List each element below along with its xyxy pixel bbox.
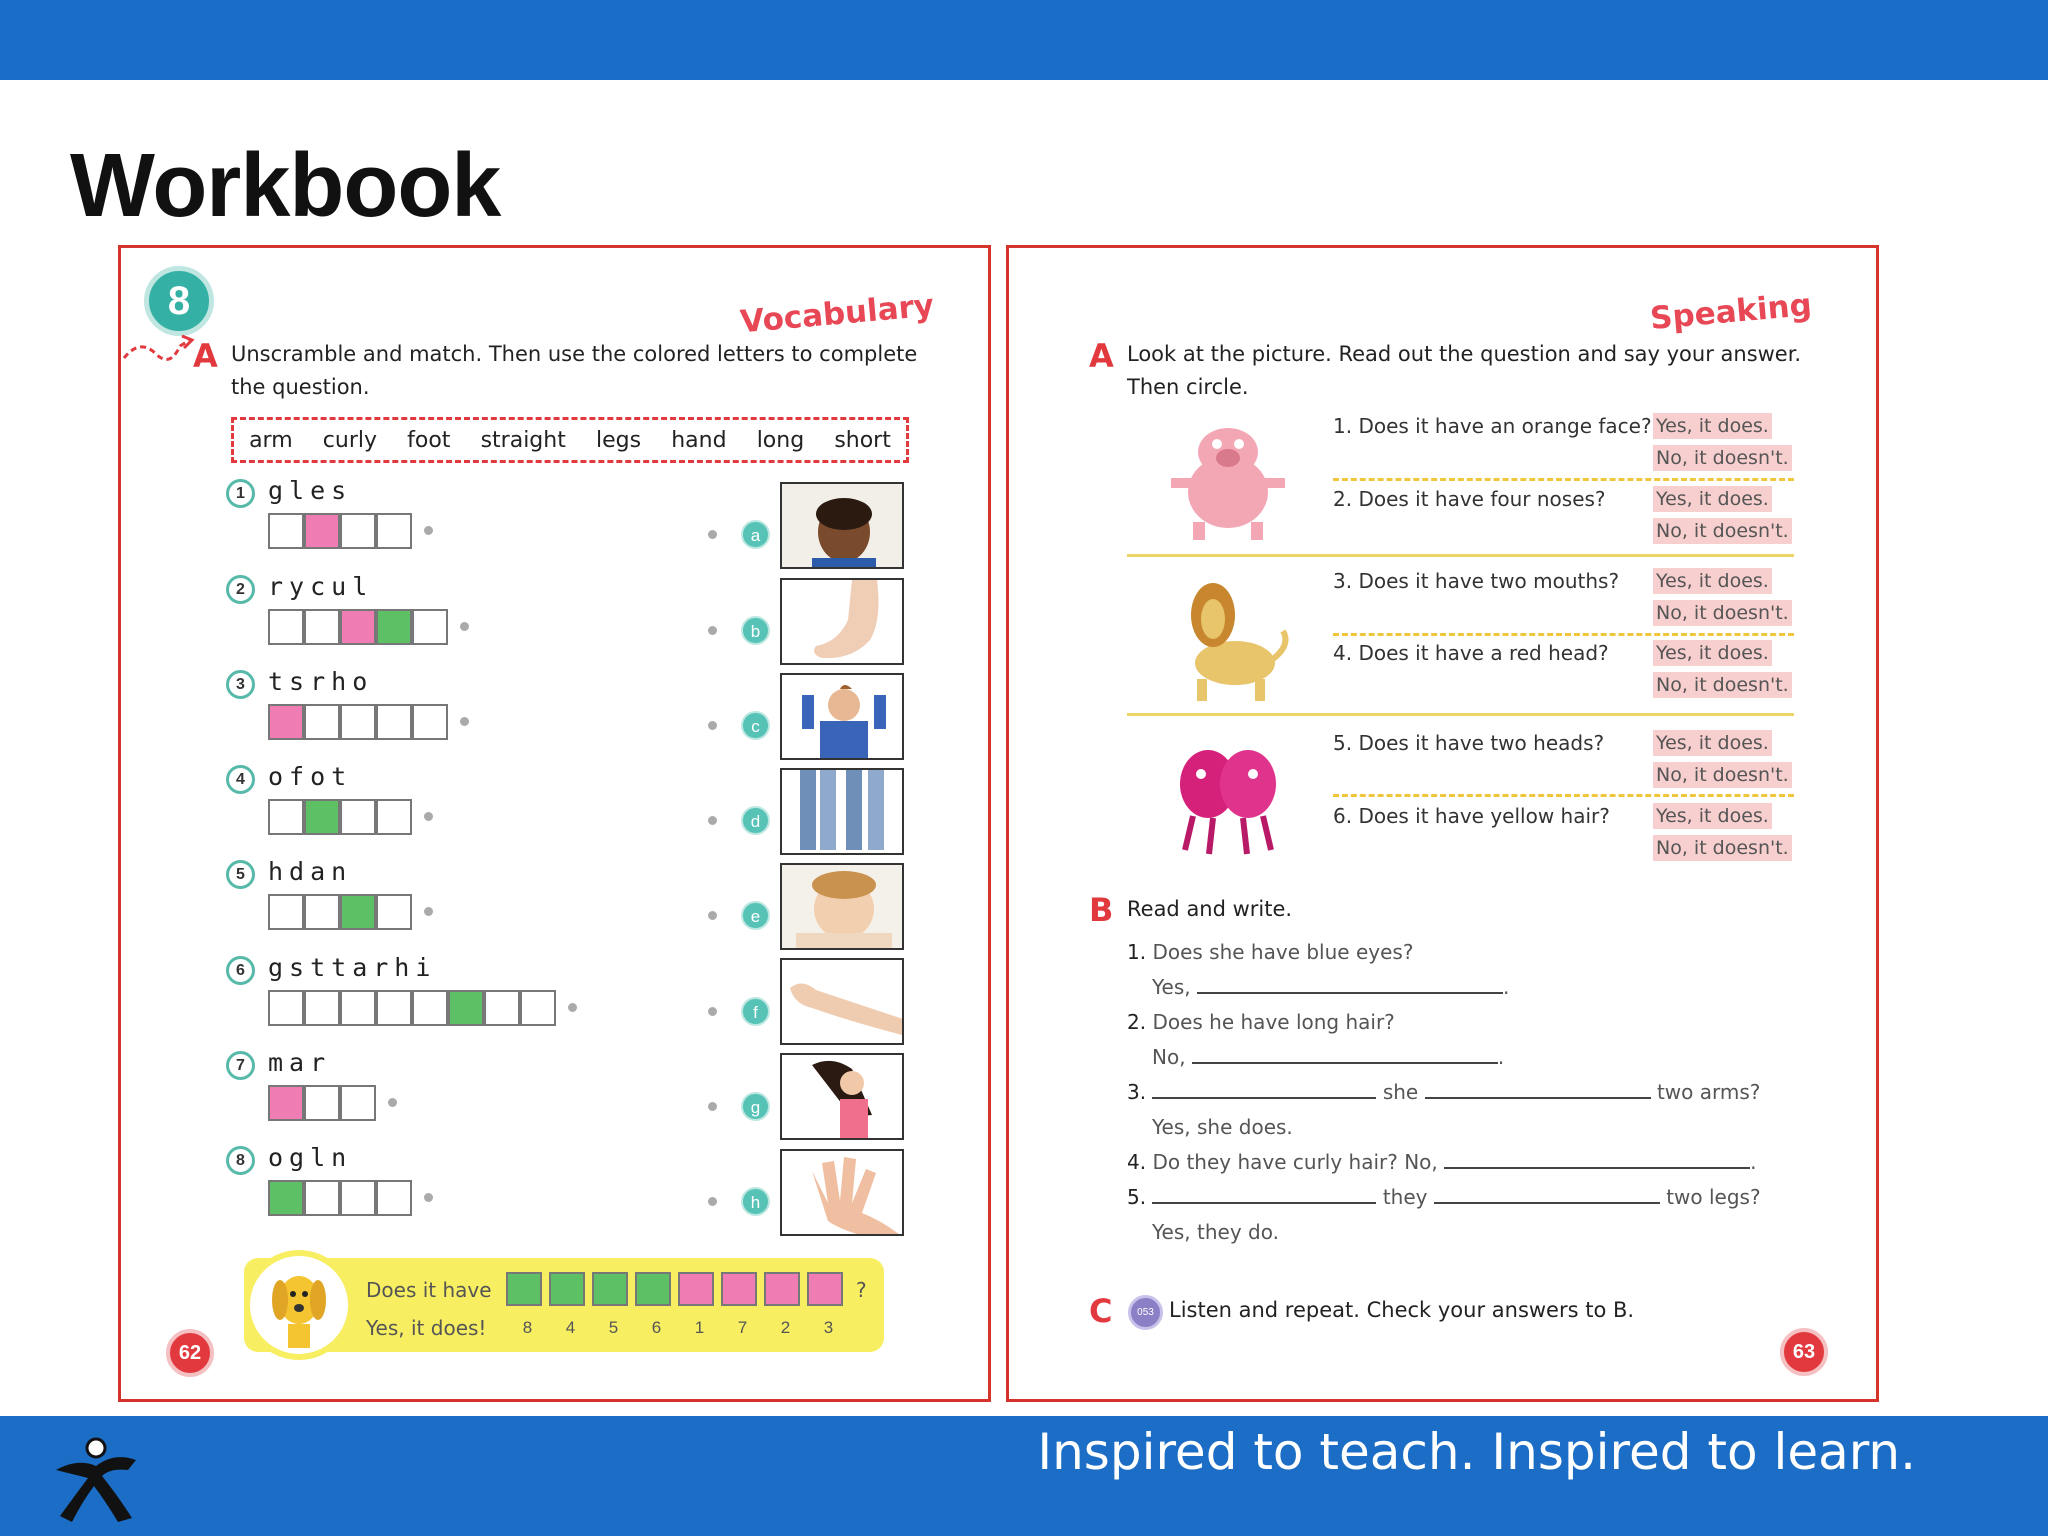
read-write-answer-2[interactable]: No, . (1152, 1045, 1505, 1069)
monster-pig-image (1163, 412, 1293, 542)
item-number: 4 (226, 765, 255, 794)
answer-option-no[interactable]: No, it doesn't. (1653, 762, 1792, 788)
section-a-instruction (231, 338, 917, 404)
answer-option-no[interactable]: No, it doesn't. (1653, 835, 1792, 861)
answer-option-yes[interactable]: Yes, it does. (1653, 803, 1772, 829)
item-number: 2 (226, 575, 255, 604)
code-boxes (506, 1272, 850, 1306)
item-number: 3 (226, 670, 255, 699)
instruction-line: the question. (231, 375, 370, 399)
match-dot[interactable] (708, 530, 717, 539)
word-bank-item: arm (249, 427, 293, 453)
top-banner (0, 0, 2048, 80)
speaking-question: 2. Does it have four noses? (1333, 487, 1606, 511)
read-write-answer-1[interactable]: Yes, . (1152, 975, 1510, 999)
letter-box[interactable] (304, 609, 340, 645)
letter-box[interactable] (268, 799, 304, 835)
section-a-letter: A (1089, 337, 1114, 375)
instruction-line: Unscramble and match. Then use the colored letters to complete (231, 342, 918, 366)
speaking-question: 6. Does it have yellow hair? (1333, 804, 1610, 828)
answer-option-yes[interactable]: Yes, it does. (1653, 640, 1772, 666)
photo-e-boy-smiling[interactable] (780, 863, 904, 950)
answer-blank[interactable] (1192, 1062, 1498, 1064)
word-bank (231, 417, 909, 463)
divider (1333, 633, 1794, 636)
section-a-instruction (1127, 338, 1801, 404)
match-label: d (741, 806, 770, 835)
letter-boxes (268, 990, 577, 1026)
answer-blank[interactable] (1444, 1167, 1750, 1169)
section-b-instruction: Read and write. (1127, 897, 1293, 921)
letter-boxes (268, 609, 469, 645)
letter-box[interactable] (268, 704, 304, 740)
scrambled-word: tsrho (268, 667, 374, 696)
letter-box[interactable] (268, 990, 304, 1026)
match-dot[interactable] (708, 911, 717, 920)
code-letter-box[interactable] (721, 1272, 757, 1306)
match-dot[interactable] (460, 717, 469, 726)
answer-option-no[interactable]: No, it doesn't. (1653, 445, 1792, 471)
speaking-question: 5. Does it have two heads? (1333, 731, 1605, 755)
match-dot[interactable] (424, 907, 433, 916)
letter-box[interactable] (304, 799, 340, 835)
page-number-right: 63 (1780, 1328, 1828, 1376)
letter-box[interactable] (412, 990, 448, 1026)
read-write-answer-3: Yes, she does. (1152, 1115, 1293, 1139)
code-letter-box[interactable] (807, 1272, 843, 1306)
question-start-text: Does it have (366, 1278, 492, 1302)
match-dot[interactable] (568, 1003, 577, 1012)
match-dot[interactable] (708, 1007, 717, 1016)
match-label: h (741, 1187, 770, 1216)
code-number: 3 (823, 1318, 834, 1337)
word-bank-item: straight (480, 427, 566, 453)
answer-blank[interactable] (1425, 1097, 1651, 1099)
match-label: c (741, 711, 770, 740)
section-b-letter: B (1089, 891, 1114, 929)
letter-box[interactable] (268, 894, 304, 930)
match-label: e (741, 901, 770, 930)
letter-boxes (268, 894, 433, 930)
divider (1333, 794, 1794, 797)
photo-a-boy-face[interactable] (780, 482, 904, 569)
letter-box[interactable] (304, 990, 340, 1026)
letter-box[interactable] (412, 704, 448, 740)
code-number: 5 (608, 1318, 619, 1337)
code-letter-box[interactable] (549, 1272, 585, 1306)
section-name-speaking: Speaking (1648, 287, 1814, 337)
code-letter-box[interactable] (592, 1272, 628, 1306)
scrambled-word: gles (268, 476, 353, 505)
word-bank-item: hand (671, 427, 727, 453)
letter-box[interactable] (340, 609, 376, 645)
answer-option-yes[interactable]: Yes, it does. (1653, 486, 1772, 512)
arrow-swirl-icon (120, 330, 200, 370)
answer-blank[interactable] (1152, 1202, 1376, 1204)
word-bank-item: short (834, 427, 891, 453)
scrambled-word: ogln (268, 1143, 353, 1172)
letter-box[interactable] (376, 513, 412, 549)
letter-box[interactable] (304, 894, 340, 930)
answer-option-yes[interactable]: Yes, it does. (1653, 413, 1772, 439)
answer-option-no[interactable]: No, it doesn't. (1653, 600, 1792, 626)
page-number-left: 62 (166, 1329, 214, 1377)
code-numbers (506, 1318, 850, 1338)
item-number: 5 (226, 860, 255, 889)
word-bank-item: long (756, 427, 805, 453)
code-number: 6 (651, 1318, 662, 1337)
letter-box[interactable] (304, 513, 340, 549)
divider (1127, 554, 1794, 557)
photo-d-legs[interactable] (780, 768, 904, 855)
photo-g-girl-long-hair[interactable] (780, 1053, 904, 1140)
code-number: 4 (565, 1318, 576, 1337)
code-letter-box[interactable] (635, 1272, 671, 1306)
word-bank-item: curly (322, 427, 377, 453)
answer-option-no[interactable]: No, it doesn't. (1653, 518, 1792, 544)
slide-title: Workbook (70, 136, 501, 236)
code-letter-box[interactable] (678, 1272, 714, 1306)
instruction-line: Look at the picture. Read out the question and say your answer. (1127, 342, 1802, 366)
letter-box[interactable] (340, 894, 376, 930)
dog-mascot-icon (244, 1250, 354, 1360)
letter-box[interactable] (376, 609, 412, 645)
read-write-answer-5: Yes, they do. (1152, 1220, 1279, 1244)
answer-blank[interactable] (1434, 1202, 1660, 1204)
answer-option-no[interactable]: No, it doesn't. (1653, 672, 1792, 698)
letter-boxes (268, 704, 469, 740)
answer-blank[interactable] (1152, 1097, 1376, 1099)
letter-boxes (268, 1085, 397, 1121)
match-dot[interactable] (388, 1098, 397, 1107)
photo-b-foot[interactable] (780, 578, 904, 665)
letter-box[interactable] (340, 990, 376, 1026)
letter-box[interactable] (304, 1085, 340, 1121)
photo-f-arm[interactable] (780, 958, 904, 1045)
match-label: a (741, 520, 770, 549)
match-label: f (741, 997, 770, 1026)
letter-box[interactable] (520, 990, 556, 1026)
read-write-item-5[interactable]: 5. they two legs? (1127, 1185, 1761, 1209)
speaking-question: 4. Does it have a red head? (1333, 641, 1609, 665)
letter-box[interactable] (304, 704, 340, 740)
item-number: 8 (226, 1146, 255, 1175)
photo-h-hand[interactable] (780, 1149, 904, 1236)
section-a-letter: A (193, 337, 218, 375)
code-letter-box[interactable] (506, 1272, 542, 1306)
answer-option-yes[interactable]: Yes, it does. (1653, 730, 1772, 756)
audio-track-icon[interactable]: 053 (1128, 1295, 1163, 1330)
letter-box[interactable] (340, 513, 376, 549)
match-dot[interactable] (708, 1197, 717, 1206)
match-dot[interactable] (424, 526, 433, 535)
code-letter-box[interactable] (764, 1272, 800, 1306)
match-dot[interactable] (424, 812, 433, 821)
item-number: 7 (226, 1051, 255, 1080)
section-c-letter: C (1089, 1292, 1113, 1330)
publisher-logo-icon (48, 1430, 144, 1526)
letter-box[interactable] (268, 1180, 304, 1216)
code-number: 8 (522, 1318, 533, 1337)
letter-box[interactable] (340, 704, 376, 740)
scrambled-word: hdan (268, 857, 353, 886)
read-write-item-3[interactable]: 3. she two arms? (1127, 1080, 1761, 1104)
match-label: b (741, 616, 770, 645)
speaking-question: 1. Does it have an orange face? (1333, 414, 1652, 438)
letter-box[interactable] (304, 1180, 340, 1216)
letter-box[interactable] (340, 1085, 376, 1121)
letter-box[interactable] (268, 513, 304, 549)
code-number: 1 (694, 1318, 705, 1337)
letter-box[interactable] (376, 894, 412, 930)
slogan-text: Inspired to teach. Inspired to learn. (1037, 1423, 1916, 1481)
letter-box[interactable] (340, 799, 376, 835)
letter-box[interactable] (484, 990, 520, 1026)
monster-two-heads-image (1163, 730, 1293, 860)
section-name-vocabulary: Vocabulary (738, 287, 936, 341)
answer-option-yes[interactable]: Yes, it does. (1653, 568, 1772, 594)
match-dot[interactable] (708, 721, 717, 730)
code-number: 7 (737, 1318, 748, 1337)
match-dot[interactable] (708, 626, 717, 635)
match-label: g (741, 1092, 770, 1121)
letter-box[interactable] (376, 990, 412, 1026)
answer-text: Yes, it does! (366, 1316, 487, 1340)
answer-blank[interactable] (1197, 992, 1503, 994)
letter-box[interactable] (448, 990, 484, 1026)
read-write-item-2: 2. Does he have long hair? (1127, 1010, 1395, 1034)
letter-box[interactable] (268, 609, 304, 645)
item-number: 6 (226, 956, 255, 985)
read-write-item-1: 1. Does she have blue eyes? (1127, 940, 1414, 964)
monster-lion-image (1163, 575, 1293, 705)
match-dot[interactable] (424, 1193, 433, 1202)
letter-box[interactable] (268, 1085, 304, 1121)
letter-box[interactable] (376, 1180, 412, 1216)
divider (1333, 478, 1794, 481)
code-number: 2 (780, 1318, 791, 1337)
question-mark: ? (856, 1278, 867, 1302)
unit-number-badge: 8 (144, 266, 214, 336)
word-bank-item: foot (407, 427, 451, 453)
item-number: 1 (226, 479, 255, 508)
scrambled-word: rycul (268, 572, 374, 601)
letter-boxes (268, 513, 433, 549)
section-c-instruction: Listen and repeat. Check your answers to B. (1169, 1298, 1635, 1322)
letter-box[interactable] (376, 799, 412, 835)
letter-boxes (268, 799, 433, 835)
word-bank-item: legs (595, 427, 642, 453)
scrambled-word: ofot (268, 762, 353, 791)
letter-box[interactable] (376, 704, 412, 740)
match-dot[interactable] (708, 1102, 717, 1111)
read-write-item-4[interactable]: 4. Do they have curly hair? No, . (1127, 1150, 1757, 1174)
scrambled-word: mar (268, 1048, 332, 1077)
letter-box[interactable] (412, 609, 448, 645)
match-dot[interactable] (460, 622, 469, 631)
divider (1127, 713, 1794, 716)
photo-c-boy-arms-up[interactable] (780, 673, 904, 760)
instruction-line: Then circle. (1127, 375, 1249, 399)
speaking-question: 3. Does it have two mouths? (1333, 569, 1620, 593)
letter-box[interactable] (340, 1180, 376, 1216)
scrambled-word: gsttarhi (268, 953, 437, 982)
letter-boxes (268, 1180, 433, 1216)
match-dot[interactable] (708, 816, 717, 825)
